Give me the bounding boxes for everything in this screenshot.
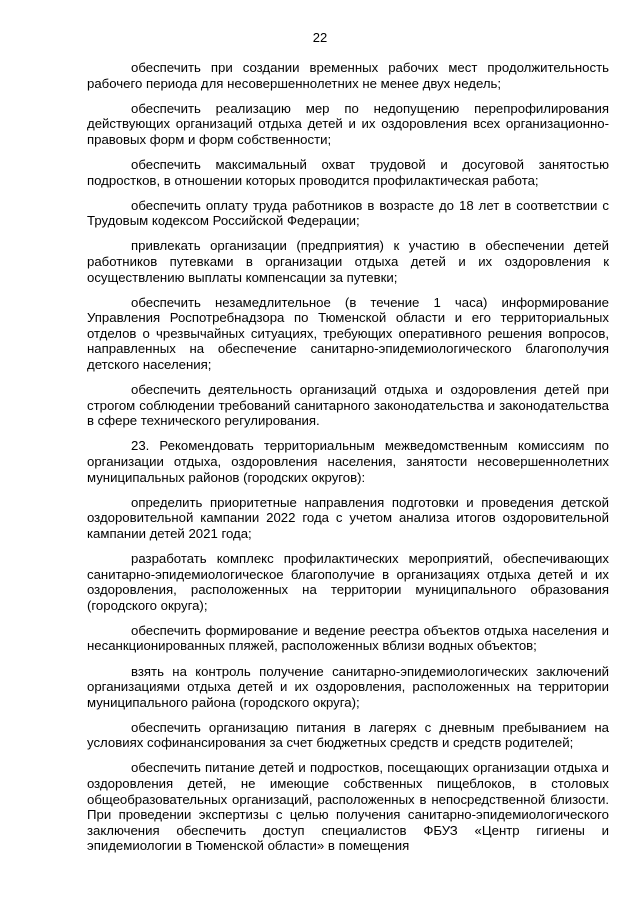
page-number: 22 <box>312 30 328 45</box>
paragraph: обеспечить организацию питания в лагерях с дневным пребыванием на условиях софинансирования за счет бюджетных средств и средств родителей; <box>87 719 609 751</box>
paragraph: обеспечить незамедлительное (в течение 1 часа) информирование Управления Роспотребнадзора по Тюменской области и его территориальных отделов о чрезвычайных ситуациях, требующих оперативного решения вопросов, направленных на обеспечение санитарно-эпидемиологического благополучия детского населения; <box>87 294 609 372</box>
paragraph: обеспечить питание детей и подростков, посещающих организации отдыха и оздоровления детей, не имеющие собственных пищеблоков, в столовых общеобразовательных организаций, расположенных в непосредственной близости. При проведении экспертизы с целью получения санитарно-эпидемиологического заключения обеспечить доступ специалистов ФБУЗ «Центр гигиены и эпидемиологии в Тюменской области» в помещения <box>87 760 609 854</box>
paragraph-section-23: 23. Рекомендовать территориальным межведомственным комиссиям по организации отдыха, оздоровления населения, занятости несовершеннолетних муниципальных районов (городских округов): <box>87 438 609 485</box>
paragraph: привлекать организации (предприятия) к участию в обеспечении детей работников путевками в организации отдыха детей и их оздоровления к осуществлению выплаты компенсации за путевки; <box>87 238 609 285</box>
paragraph: обеспечить формирование и ведение реестра объектов отдыха населения и несанкционированных пляжей, расположенных вблизи водных объектов; <box>87 622 609 654</box>
paragraph: определить приоритетные направления подготовки и проведения детской оздоровительной кампании 2022 года с учетом анализа итогов оздоровительной кампании детей 2021 года; <box>87 494 609 541</box>
document-body <box>87 60 609 854</box>
paragraph: обеспечить максимальный охват трудовой и досуговой занятостью подростков, в отношении которых проводится профилактическая работа; <box>87 156 609 188</box>
paragraph: обеспечить реализацию мер по недопущению перепрофилирования действующих организаций отдыха детей и их оздоровления всех организационно-правовых форм и форм собственности; <box>87 100 609 147</box>
paragraph: разработать комплекс профилактических мероприятий, обеспечивающих санитарно-эпидемиологическое благополучие в организациях отдыха детей и их оздоровления, расположенных на территории муниципального образования (городского округа); <box>87 550 609 613</box>
paragraph: взять на контроль получение санитарно-эпидемиологических заключений организациями отдыха детей и их оздоровления, расположенных на территории муниципального района (городского округа); <box>87 663 609 710</box>
paragraph: обеспечить при создании временных рабочих мест продолжительность рабочего периода для несовершеннолетних не менее двух недель; <box>87 60 609 91</box>
paragraph: обеспечить оплату труда работников в возрасте до 18 лет в соответствии с Трудовым кодексом Российской Федерации; <box>87 197 609 229</box>
paragraph: обеспечить деятельность организаций отдыха и оздоровления детей при строгом соблюдении требований санитарного законодательства и законодательства в сфере технического регулирования. <box>87 382 609 429</box>
